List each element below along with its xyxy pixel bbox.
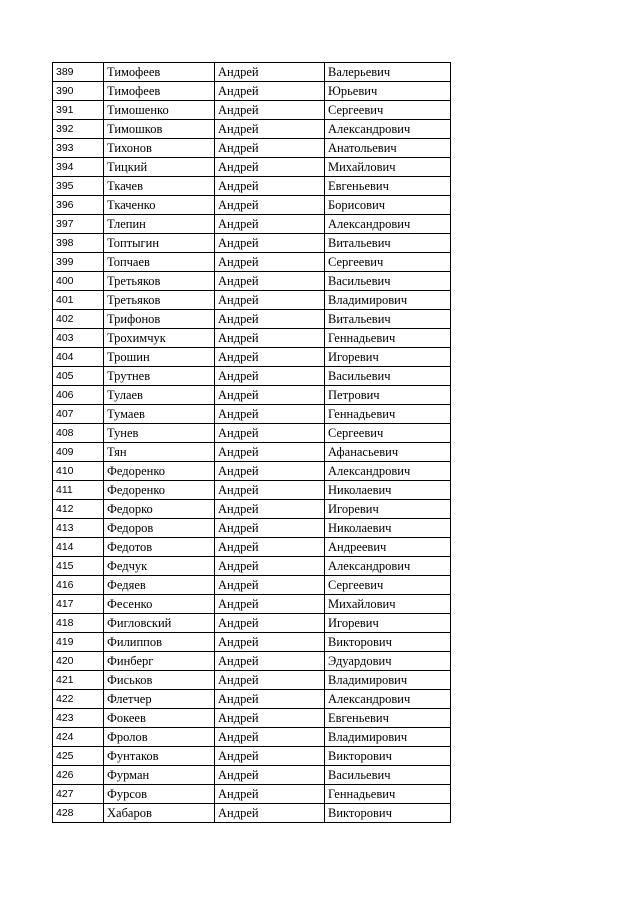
table-row bbox=[53, 747, 451, 766]
patronymic-cell: Александрович bbox=[325, 557, 451, 576]
row-number-cell: 414 bbox=[53, 538, 104, 557]
first-name-cell: Андрей bbox=[215, 196, 325, 215]
first-name-cell: Андрей bbox=[215, 481, 325, 500]
row-number-cell: 397 bbox=[53, 215, 104, 234]
first-name-cell: Андрей bbox=[215, 519, 325, 538]
first-name-cell: Андрей bbox=[215, 557, 325, 576]
patronymic-cell: Александрович bbox=[325, 215, 451, 234]
first-name-cell: Андрей bbox=[215, 367, 325, 386]
row-number-cell: 392 bbox=[53, 120, 104, 139]
row-number-cell: 389 bbox=[53, 63, 104, 82]
row-number-cell: 404 bbox=[53, 348, 104, 367]
table-row bbox=[53, 443, 451, 462]
first-name-cell: Андрей bbox=[215, 101, 325, 120]
first-name-cell: Андрей bbox=[215, 348, 325, 367]
table-row bbox=[53, 348, 451, 367]
table-row bbox=[53, 310, 451, 329]
first-name-cell: Андрей bbox=[215, 462, 325, 481]
first-name-cell: Андрей bbox=[215, 747, 325, 766]
surname-cell: Федоров bbox=[104, 519, 215, 538]
first-name-cell: Андрей bbox=[215, 804, 325, 823]
row-number-cell: 411 bbox=[53, 481, 104, 500]
row-number-cell: 390 bbox=[53, 82, 104, 101]
patronymic-cell: Владимирович bbox=[325, 291, 451, 310]
patronymic-cell: Игоревич bbox=[325, 500, 451, 519]
first-name-cell: Андрей bbox=[215, 291, 325, 310]
patronymic-cell: Витальевич bbox=[325, 310, 451, 329]
table-row bbox=[53, 291, 451, 310]
surname-cell: Топтыгин bbox=[104, 234, 215, 253]
table-row bbox=[53, 709, 451, 728]
first-name-cell: Андрей bbox=[215, 785, 325, 804]
row-number-cell: 406 bbox=[53, 386, 104, 405]
first-name-cell: Андрей bbox=[215, 386, 325, 405]
surname-cell: Тимошенко bbox=[104, 101, 215, 120]
first-name-cell: Андрей bbox=[215, 538, 325, 557]
table-row bbox=[53, 139, 451, 158]
patronymic-cell: Борисович bbox=[325, 196, 451, 215]
surname-cell: Ткачев bbox=[104, 177, 215, 196]
table-row bbox=[53, 63, 451, 82]
first-name-cell: Андрей bbox=[215, 139, 325, 158]
first-name-cell: Андрей bbox=[215, 766, 325, 785]
row-number-cell: 415 bbox=[53, 557, 104, 576]
surname-cell: Трутнев bbox=[104, 367, 215, 386]
surname-cell: Тумаев bbox=[104, 405, 215, 424]
patronymic-cell: Геннадьевич bbox=[325, 329, 451, 348]
table-row bbox=[53, 804, 451, 823]
surname-cell: Тихонов bbox=[104, 139, 215, 158]
table-row bbox=[53, 405, 451, 424]
row-number-cell: 421 bbox=[53, 671, 104, 690]
first-name-cell: Андрей bbox=[215, 671, 325, 690]
table-row bbox=[53, 500, 451, 519]
table-row bbox=[53, 158, 451, 177]
surname-cell: Трошин bbox=[104, 348, 215, 367]
patronymic-cell: Владимирович bbox=[325, 671, 451, 690]
table-row bbox=[53, 728, 451, 747]
row-number-cell: 394 bbox=[53, 158, 104, 177]
surname-cell: Тимошков bbox=[104, 120, 215, 139]
patronymic-cell: Васильевич bbox=[325, 367, 451, 386]
table-row bbox=[53, 367, 451, 386]
patronymic-cell: Анатольевич bbox=[325, 139, 451, 158]
table-row bbox=[53, 272, 451, 291]
patronymic-cell: Евгеньевич bbox=[325, 709, 451, 728]
table-row bbox=[53, 652, 451, 671]
first-name-cell: Андрей bbox=[215, 63, 325, 82]
patronymic-cell: Андреевич bbox=[325, 538, 451, 557]
surname-cell: Фокеев bbox=[104, 709, 215, 728]
first-name-cell: Андрей bbox=[215, 728, 325, 747]
first-name-cell: Андрей bbox=[215, 310, 325, 329]
first-name-cell: Андрей bbox=[215, 158, 325, 177]
row-number-cell: 396 bbox=[53, 196, 104, 215]
table-row bbox=[53, 576, 451, 595]
surname-cell: Федоренко bbox=[104, 481, 215, 500]
patronymic-cell: Николаевич bbox=[325, 519, 451, 538]
surname-cell: Фиськов bbox=[104, 671, 215, 690]
surname-cell: Топчаев bbox=[104, 253, 215, 272]
first-name-cell: Андрей bbox=[215, 253, 325, 272]
row-number-cell: 425 bbox=[53, 747, 104, 766]
table-row bbox=[53, 82, 451, 101]
table-row bbox=[53, 177, 451, 196]
row-number-cell: 418 bbox=[53, 614, 104, 633]
surname-cell: Тян bbox=[104, 443, 215, 462]
patronymic-cell: Александрович bbox=[325, 120, 451, 139]
row-number-cell: 395 bbox=[53, 177, 104, 196]
patronymic-cell: Евгеньевич bbox=[325, 177, 451, 196]
patronymic-cell: Викторович bbox=[325, 747, 451, 766]
row-number-cell: 398 bbox=[53, 234, 104, 253]
patronymic-cell: Геннадьевич bbox=[325, 785, 451, 804]
table-row bbox=[53, 462, 451, 481]
row-number-cell: 393 bbox=[53, 139, 104, 158]
surname-cell: Трифонов bbox=[104, 310, 215, 329]
row-number-cell: 407 bbox=[53, 405, 104, 424]
surname-cell: Федяев bbox=[104, 576, 215, 595]
table-row bbox=[53, 690, 451, 709]
first-name-cell: Андрей bbox=[215, 595, 325, 614]
first-name-cell: Андрей bbox=[215, 652, 325, 671]
table-row bbox=[53, 671, 451, 690]
first-name-cell: Андрей bbox=[215, 329, 325, 348]
table-row bbox=[53, 481, 451, 500]
patronymic-cell: Афанасьевич bbox=[325, 443, 451, 462]
patronymic-cell: Валерьевич bbox=[325, 63, 451, 82]
surname-cell: Тунев bbox=[104, 424, 215, 443]
table-row bbox=[53, 329, 451, 348]
surname-cell: Федорко bbox=[104, 500, 215, 519]
surname-cell: Трохимчук bbox=[104, 329, 215, 348]
row-number-cell: 401 bbox=[53, 291, 104, 310]
row-number-cell: 400 bbox=[53, 272, 104, 291]
first-name-cell: Андрей bbox=[215, 500, 325, 519]
patronymic-cell: Васильевич bbox=[325, 272, 451, 291]
surname-cell: Финберг bbox=[104, 652, 215, 671]
patronymic-cell: Юрьевич bbox=[325, 82, 451, 101]
patronymic-cell: Эдуардович bbox=[325, 652, 451, 671]
patronymic-cell: Геннадьевич bbox=[325, 405, 451, 424]
patronymic-cell: Сергеевич bbox=[325, 101, 451, 120]
row-number-cell: 410 bbox=[53, 462, 104, 481]
row-number-cell: 412 bbox=[53, 500, 104, 519]
patronymic-cell: Михайлович bbox=[325, 158, 451, 177]
patronymic-cell: Александрович bbox=[325, 462, 451, 481]
first-name-cell: Андрей bbox=[215, 272, 325, 291]
patronymic-cell: Васильевич bbox=[325, 766, 451, 785]
patronymic-cell: Викторович bbox=[325, 804, 451, 823]
surname-cell: Тимофеев bbox=[104, 63, 215, 82]
table-row bbox=[53, 595, 451, 614]
row-number-cell: 416 bbox=[53, 576, 104, 595]
first-name-cell: Андрей bbox=[215, 215, 325, 234]
surname-cell: Третьяков bbox=[104, 291, 215, 310]
row-number-cell: 408 bbox=[53, 424, 104, 443]
patronymic-cell: Сергеевич bbox=[325, 424, 451, 443]
row-number-cell: 428 bbox=[53, 804, 104, 823]
table-row bbox=[53, 120, 451, 139]
surname-cell: Флетчер bbox=[104, 690, 215, 709]
row-number-cell: 413 bbox=[53, 519, 104, 538]
row-number-cell: 424 bbox=[53, 728, 104, 747]
table-row bbox=[53, 614, 451, 633]
surname-cell: Фурсов bbox=[104, 785, 215, 804]
patronymic-cell: Витальевич bbox=[325, 234, 451, 253]
patronymic-cell: Александрович bbox=[325, 690, 451, 709]
surname-cell: Ткаченко bbox=[104, 196, 215, 215]
table-row bbox=[53, 253, 451, 272]
first-name-cell: Андрей bbox=[215, 424, 325, 443]
first-name-cell: Андрей bbox=[215, 177, 325, 196]
row-number-cell: 420 bbox=[53, 652, 104, 671]
first-name-cell: Андрей bbox=[215, 690, 325, 709]
patronymic-cell: Петрович bbox=[325, 386, 451, 405]
table-row bbox=[53, 519, 451, 538]
surname-cell: Фесенко bbox=[104, 595, 215, 614]
surname-cell: Фурман bbox=[104, 766, 215, 785]
table-row bbox=[53, 557, 451, 576]
table-row bbox=[53, 785, 451, 804]
first-name-cell: Андрей bbox=[215, 633, 325, 652]
table-row bbox=[53, 633, 451, 652]
surname-cell: Фролов bbox=[104, 728, 215, 747]
first-name-cell: Андрей bbox=[215, 443, 325, 462]
surname-cell: Филиппов bbox=[104, 633, 215, 652]
table-row bbox=[53, 424, 451, 443]
first-name-cell: Андрей bbox=[215, 709, 325, 728]
surname-cell: Федчук bbox=[104, 557, 215, 576]
surname-cell: Федотов bbox=[104, 538, 215, 557]
patronymic-cell: Игоревич bbox=[325, 348, 451, 367]
patronymic-cell: Михайлович bbox=[325, 595, 451, 614]
first-name-cell: Андрей bbox=[215, 576, 325, 595]
row-number-cell: 417 bbox=[53, 595, 104, 614]
surname-cell: Третьяков bbox=[104, 272, 215, 291]
patronymic-cell: Николаевич bbox=[325, 481, 451, 500]
row-number-cell: 399 bbox=[53, 253, 104, 272]
surname-cell: Фигловский bbox=[104, 614, 215, 633]
row-number-cell: 422 bbox=[53, 690, 104, 709]
patronymic-cell: Сергеевич bbox=[325, 576, 451, 595]
surname-cell: Фунтаков bbox=[104, 747, 215, 766]
patronymic-cell: Викторович bbox=[325, 633, 451, 652]
first-name-cell: Андрей bbox=[215, 405, 325, 424]
patronymic-cell: Владимирович bbox=[325, 728, 451, 747]
surname-cell: Тлепин bbox=[104, 215, 215, 234]
surname-cell: Хабаров bbox=[104, 804, 215, 823]
surname-cell: Тулаев bbox=[104, 386, 215, 405]
row-number-cell: 427 bbox=[53, 785, 104, 804]
row-number-cell: 391 bbox=[53, 101, 104, 120]
roster-table-body bbox=[53, 63, 451, 823]
row-number-cell: 409 bbox=[53, 443, 104, 462]
row-number-cell: 426 bbox=[53, 766, 104, 785]
first-name-cell: Андрей bbox=[215, 234, 325, 253]
table-row bbox=[53, 538, 451, 557]
row-number-cell: 423 bbox=[53, 709, 104, 728]
row-number-cell: 403 bbox=[53, 329, 104, 348]
row-number-cell: 402 bbox=[53, 310, 104, 329]
surname-cell: Тицкий bbox=[104, 158, 215, 177]
surname-cell: Тимофеев bbox=[104, 82, 215, 101]
table-row bbox=[53, 215, 451, 234]
table-row bbox=[53, 196, 451, 215]
patronymic-cell: Сергеевич bbox=[325, 253, 451, 272]
table-row bbox=[53, 766, 451, 785]
row-number-cell: 405 bbox=[53, 367, 104, 386]
first-name-cell: Андрей bbox=[215, 120, 325, 139]
surname-cell: Федоренко bbox=[104, 462, 215, 481]
table-row bbox=[53, 386, 451, 405]
first-name-cell: Андрей bbox=[215, 614, 325, 633]
roster-table bbox=[52, 62, 451, 823]
row-number-cell: 419 bbox=[53, 633, 104, 652]
table-row bbox=[53, 234, 451, 253]
table-row bbox=[53, 101, 451, 120]
first-name-cell: Андрей bbox=[215, 82, 325, 101]
patronymic-cell: Игоревич bbox=[325, 614, 451, 633]
